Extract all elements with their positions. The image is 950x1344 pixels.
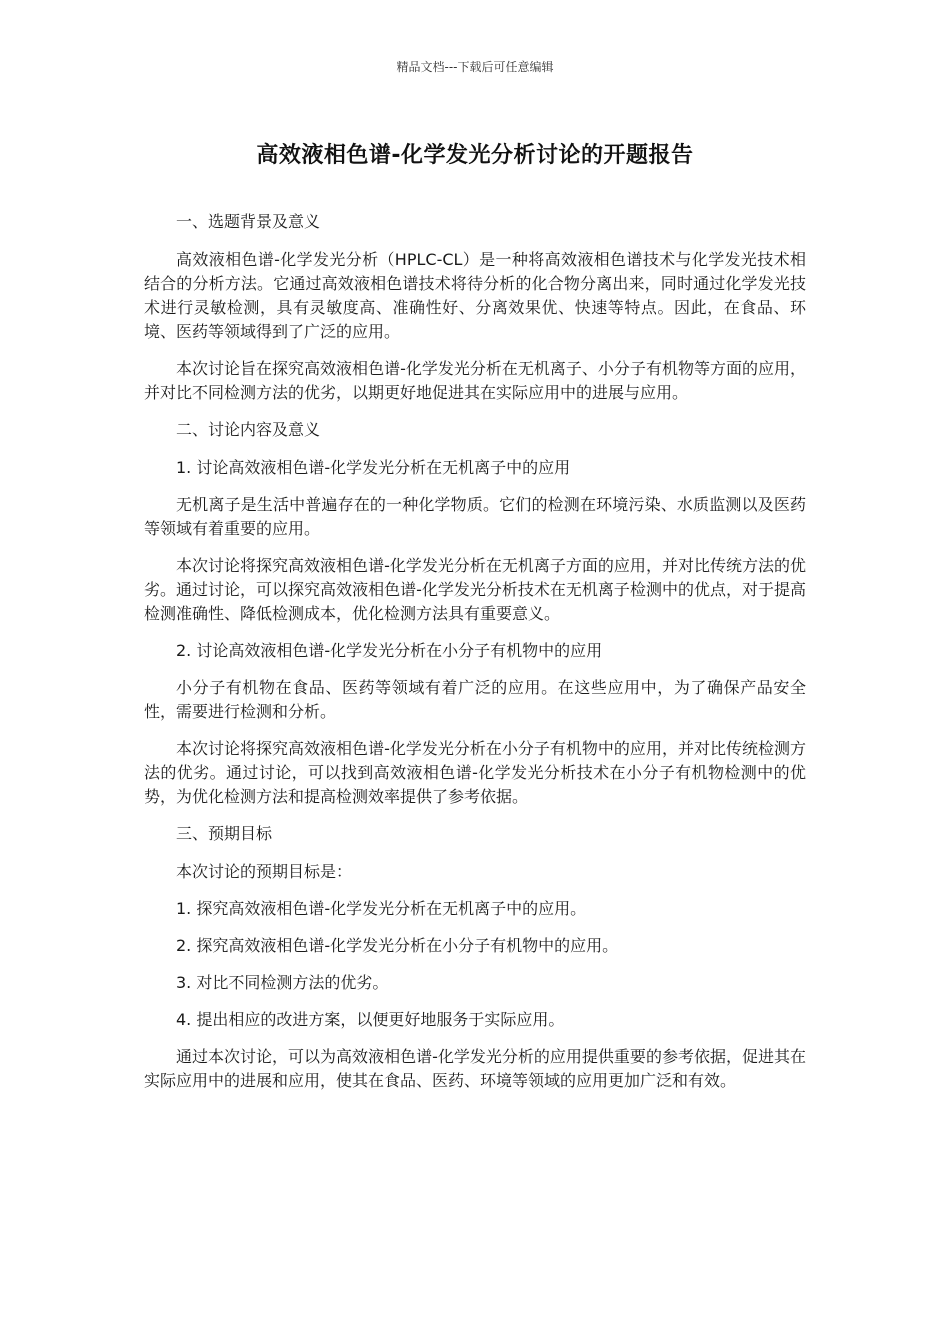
paragraph: 高效液相色谱-化学发光分析（HPLC-CL）是一种将高效液相色谱技术与化学发光技术相结合的分析方法。它通过高效液相色谱技术将待分析的化合物分离出来，同时通过化学发光技术进行灵敏检测，具有灵敏度高、准确性好、分离效果优、快速等特点。因此，在食品、环境、医药等领域得到了广泛的应用。 <box>144 250 806 341</box>
paragraph: 本次讨论的预期目标是： <box>176 862 353 881</box>
subsection-heading: 2. 讨论高效液相色谱-化学发光分析在小分子有机物中的应用 <box>176 641 603 660</box>
document-body <box>144 210 806 1106</box>
section-heading-3: 三、预期目标 <box>176 824 273 843</box>
goal-item: 2. 探究高效液相色谱-化学发光分析在小分子有机物中的应用。 <box>176 936 619 955</box>
document-title: 高效液相色谱-化学发光分析讨论的开题报告 <box>256 143 694 168</box>
goal-item: 4. 提出相应的改进方案，以便更好地服务于实际应用。 <box>176 1010 565 1029</box>
section-heading-2: 二、讨论内容及意义 <box>176 420 321 439</box>
paragraph: 本次讨论旨在探究高效液相色谱-化学发光分析在无机离子、小分子有机物等方面的应用，并对比不同检测方法的优劣，以期更好地促进其在实际应用中的进展与应用。 <box>144 359 806 402</box>
goal-item: 3. 对比不同检测方法的优劣。 <box>176 973 389 992</box>
paragraph: 本次讨论将探究高效液相色谱-化学发光分析在小分子有机物中的应用，并对比传统检测方法的优劣。通过讨论，可以找到高效液相色谱-化学发光分析技术在小分子有机物检测中的优势，为优化检测方法和提高检测效率提供了参考依据。 <box>144 739 806 806</box>
paragraph: 通过本次讨论，可以为高效液相色谱-化学发光分析的应用提供重要的参考依据，促进其在实际应用中的进展和应用，使其在食品、医药、环境等领域的应用更加广泛和有效。 <box>144 1047 806 1090</box>
paragraph: 无机离子是生活中普遍存在的一种化学物质。它们的检测在环境污染、水质监测以及医药等领域有着重要的应用。 <box>144 495 806 538</box>
paragraph: 小分子有机物在食品、医药等领域有着广泛的应用。在这些应用中，为了确保产品安全性，需要进行检测和分析。 <box>144 678 806 721</box>
subsection-heading: 1. 讨论高效液相色谱-化学发光分析在无机离子中的应用 <box>176 458 571 477</box>
goal-item: 1. 探究高效液相色谱-化学发光分析在无机离子中的应用。 <box>176 899 587 918</box>
section-heading-1: 一、选题背景及意义 <box>176 212 321 231</box>
header-note: 精品文档---下载后可任意编辑 <box>396 60 554 74</box>
paragraph: 本次讨论将探究高效液相色谱-化学发光分析在无机离子方面的应用，并对比传统方法的优劣。通过讨论，可以探究高效液相色谱-化学发光分析技术在无机离子检测中的优点，对于提高检测准确性、降低检测成本，优化检测方法具有重要意义。 <box>144 556 806 623</box>
